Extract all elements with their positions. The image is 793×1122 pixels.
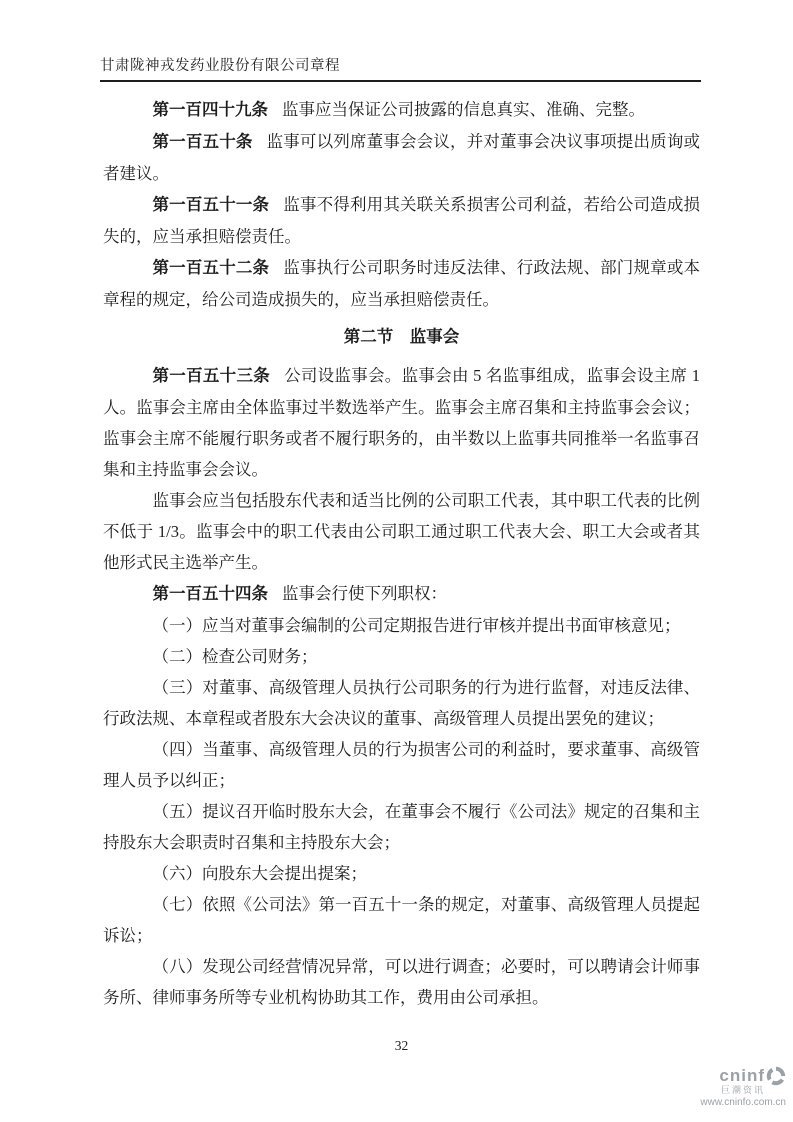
paragraph-text: 监事应当保证公司披露的信息真实、准确、完整。 xyxy=(282,100,646,119)
document-body xyxy=(103,94,700,1013)
section-title: 第二节 监事会 xyxy=(343,328,460,346)
paragraph xyxy=(103,641,700,672)
paragraph xyxy=(103,189,700,252)
paragraph-text: （七）依照《公司法》第一百五十一条的规定，对董事、高级管理人员提起诉讼； xyxy=(103,895,700,945)
cninfo-logo-caption: 巨潮资讯 xyxy=(720,1085,765,1095)
paragraph xyxy=(103,485,700,578)
cninfo-logo-text: cninf xyxy=(719,1066,765,1085)
cninfo-swirl-icon xyxy=(766,1066,786,1086)
paragraph xyxy=(103,126,700,189)
article-number: 第一百五十二条 xyxy=(152,259,270,277)
paragraph-text: （二）检查公司财务； xyxy=(152,647,318,666)
paragraph xyxy=(103,951,700,1013)
cninfo-logo xyxy=(686,1066,786,1086)
paragraph-text: 公司设监事会。监事会由 5 名监事组成，监事会设主席 1 人。监事会主席由全体监事过半数选举产生。监事会主席召集和主持监事会会议；监事会主席不能履行职务或者不履行职务的，由半数以上监事共同推举一名监事召集和主持监事会会议。 xyxy=(103,366,701,479)
paragraph xyxy=(103,796,700,858)
article-number: 第一百五十条 xyxy=(152,133,253,151)
paragraph xyxy=(103,578,700,610)
cninfo-url: www.cninfo.com.cn xyxy=(700,1097,786,1108)
paragraph xyxy=(103,672,700,734)
article-number: 第一百四十九条 xyxy=(152,101,268,119)
paragraph-text: 监事会应当包括股东代表和适当比例的公司职工代表，其中职工代表的比例不低于 1/3。监事会中的职工代表由公司职工通过职工代表大会、职工大会或者其他形式民主选举产生。 xyxy=(103,491,700,572)
paragraph xyxy=(103,889,700,951)
paragraph xyxy=(103,252,700,315)
page-number: 32 xyxy=(394,1038,409,1053)
article-number: 第一百五十四条 xyxy=(152,585,268,603)
cninfo-watermark xyxy=(686,1066,786,1108)
page-header xyxy=(100,54,701,82)
paragraph xyxy=(103,94,700,126)
paragraph-text: （八）发现公司经营情况异常，可以进行调查；必要时，可以聘请会计师事务所、律师事务所等专业机构协助其工作，费用由公司承担。 xyxy=(103,957,700,1007)
paragraph xyxy=(103,734,700,796)
paragraph-text: （六）向股东大会提出提案； xyxy=(152,864,367,883)
article-number: 第一百五十三条 xyxy=(152,367,271,385)
paragraph xyxy=(103,858,700,889)
section-heading xyxy=(103,322,700,353)
paragraph-text: 监事不得利用其关联关系损害公司利益，若给公司造成损失的，应当承担赔偿责任。 xyxy=(103,195,701,246)
paragraph xyxy=(103,610,700,641)
paragraph xyxy=(103,360,700,485)
article-number: 第一百五十一条 xyxy=(152,196,270,214)
paragraph-text: （一）应当对董事会编制的公司定期报告进行审核并提出书面审核意见； xyxy=(152,616,681,635)
paragraph-text: （三）对董事、高级管理人员执行公司职务的行为进行监督，对违反法律、行政法规、本章程或者股东大会决议的董事、高级管理人员提出罢免的建议； xyxy=(103,678,700,728)
paragraph-text: 监事可以列席董事会会议，并对董事会决议事项提出质询或者建议。 xyxy=(103,132,701,183)
paragraph-text: 监事会行使下列职权： xyxy=(282,584,448,603)
paragraph-text: 监事执行公司职务时违反法律、行政法规、部门规章或本章程的规定，给公司造成损失的，应当承担赔偿责任。 xyxy=(103,258,701,309)
header-title: 甘肃陇神戎发药业股份有限公司章程 xyxy=(100,58,340,74)
paragraph-text: （五）提议召开临时股东大会，在董事会不履行《公司法》规定的召集和主持股东大会职责时召集和主持股东大会； xyxy=(103,802,700,852)
paragraph-text: （四）当董事、高级管理人员的行为损害公司的利益时，要求董事、高级管理人员予以纠正； xyxy=(103,740,700,790)
